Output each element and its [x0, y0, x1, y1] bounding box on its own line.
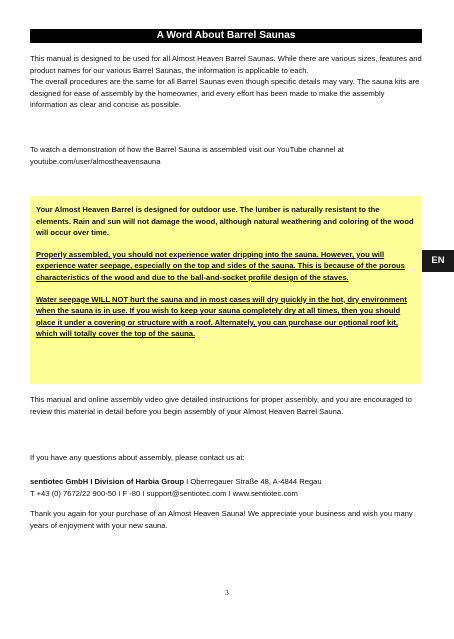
intro-paragraph-2: The overall procedures are the same for all Barrel Saunas even though specific details may vary. The sauna kits are designed for ease of assembly by the homeowner, and every effort has been made to make the assembly information as clear and concise as possible.	[30, 77, 420, 110]
outdoor-use-notice	[30, 196, 422, 384]
notice-paragraph-1: Your Almost Heaven Barrel is designed for outdoor use. The lumber is naturally resistant to the elements. Rain and sun will not damage the wood, although natural weathering and coloring of the wood will occur over time.	[36, 205, 414, 238]
page-number: 3	[225, 589, 229, 597]
contact-phone-line: T +43 (0) 7672/22 900-50 I F -80 I support@sentiotec.com I www.sentiotec.com	[30, 488, 298, 498]
notice-paragraph-2: Properly assembled, you should not experience water dripping into the sauna. However, you will experience water seepage, especially on the top and sides of the sauna. This is because of the porous characteristics of the wood and due to the ball-and-socket profile design of the staves.	[36, 249, 405, 282]
intro-section	[30, 53, 422, 111]
language-tab-en: EN	[422, 250, 454, 272]
video-section	[30, 144, 422, 167]
outro-section	[30, 394, 422, 417]
video-paragraph: To watch a demonstration of how the Barrel Sauna is assembled visit our YouTube channel at youtube.com/user/almostheavensauna	[30, 145, 344, 166]
thanks-section	[30, 508, 422, 531]
contact-details	[30, 476, 422, 499]
intro-paragraph-1: This manual is designed to be used for all Almost Heaven Barrel Saunas. While there are various sizes, features and product names for our various Barrel Saunas, the information is applicable to each.	[30, 54, 422, 75]
page-title: A Word About Barrel Saunas	[30, 29, 422, 43]
contact-question	[30, 452, 422, 464]
notice-paragraph-3: Water seepage WILL NOT hurt the sauna and in most cases will dry quickly in the hot, dry environment when the sauna is in use. If you wish to keep your sauna completely dry at all times, then you should place it under a covering or structure with a roof. Alternately, you can purchase our optional roof kit, which will totally cover the top of the sauna.	[36, 294, 407, 339]
company-address: I Oberregauer Straße 48, A-4844 Regau	[184, 477, 322, 486]
company-name: sentiotec GmbH I Division of Harbia Group	[30, 477, 185, 486]
outro-paragraph: This manual and online assembly video give detailed instructions for proper assembly, and you are encouraged to review this material in detail before you begin assembly of your Almost Heaven Barrel Sauna.	[30, 395, 412, 416]
contact-question-text: If you have any questions about assembly, please contact us at:	[30, 453, 245, 462]
thanks-paragraph: Thank you again for your purchase of an Almost Heaven Sauna! We appreciate your business and wish you many years of enjoyment with your new sauna.	[30, 509, 413, 530]
